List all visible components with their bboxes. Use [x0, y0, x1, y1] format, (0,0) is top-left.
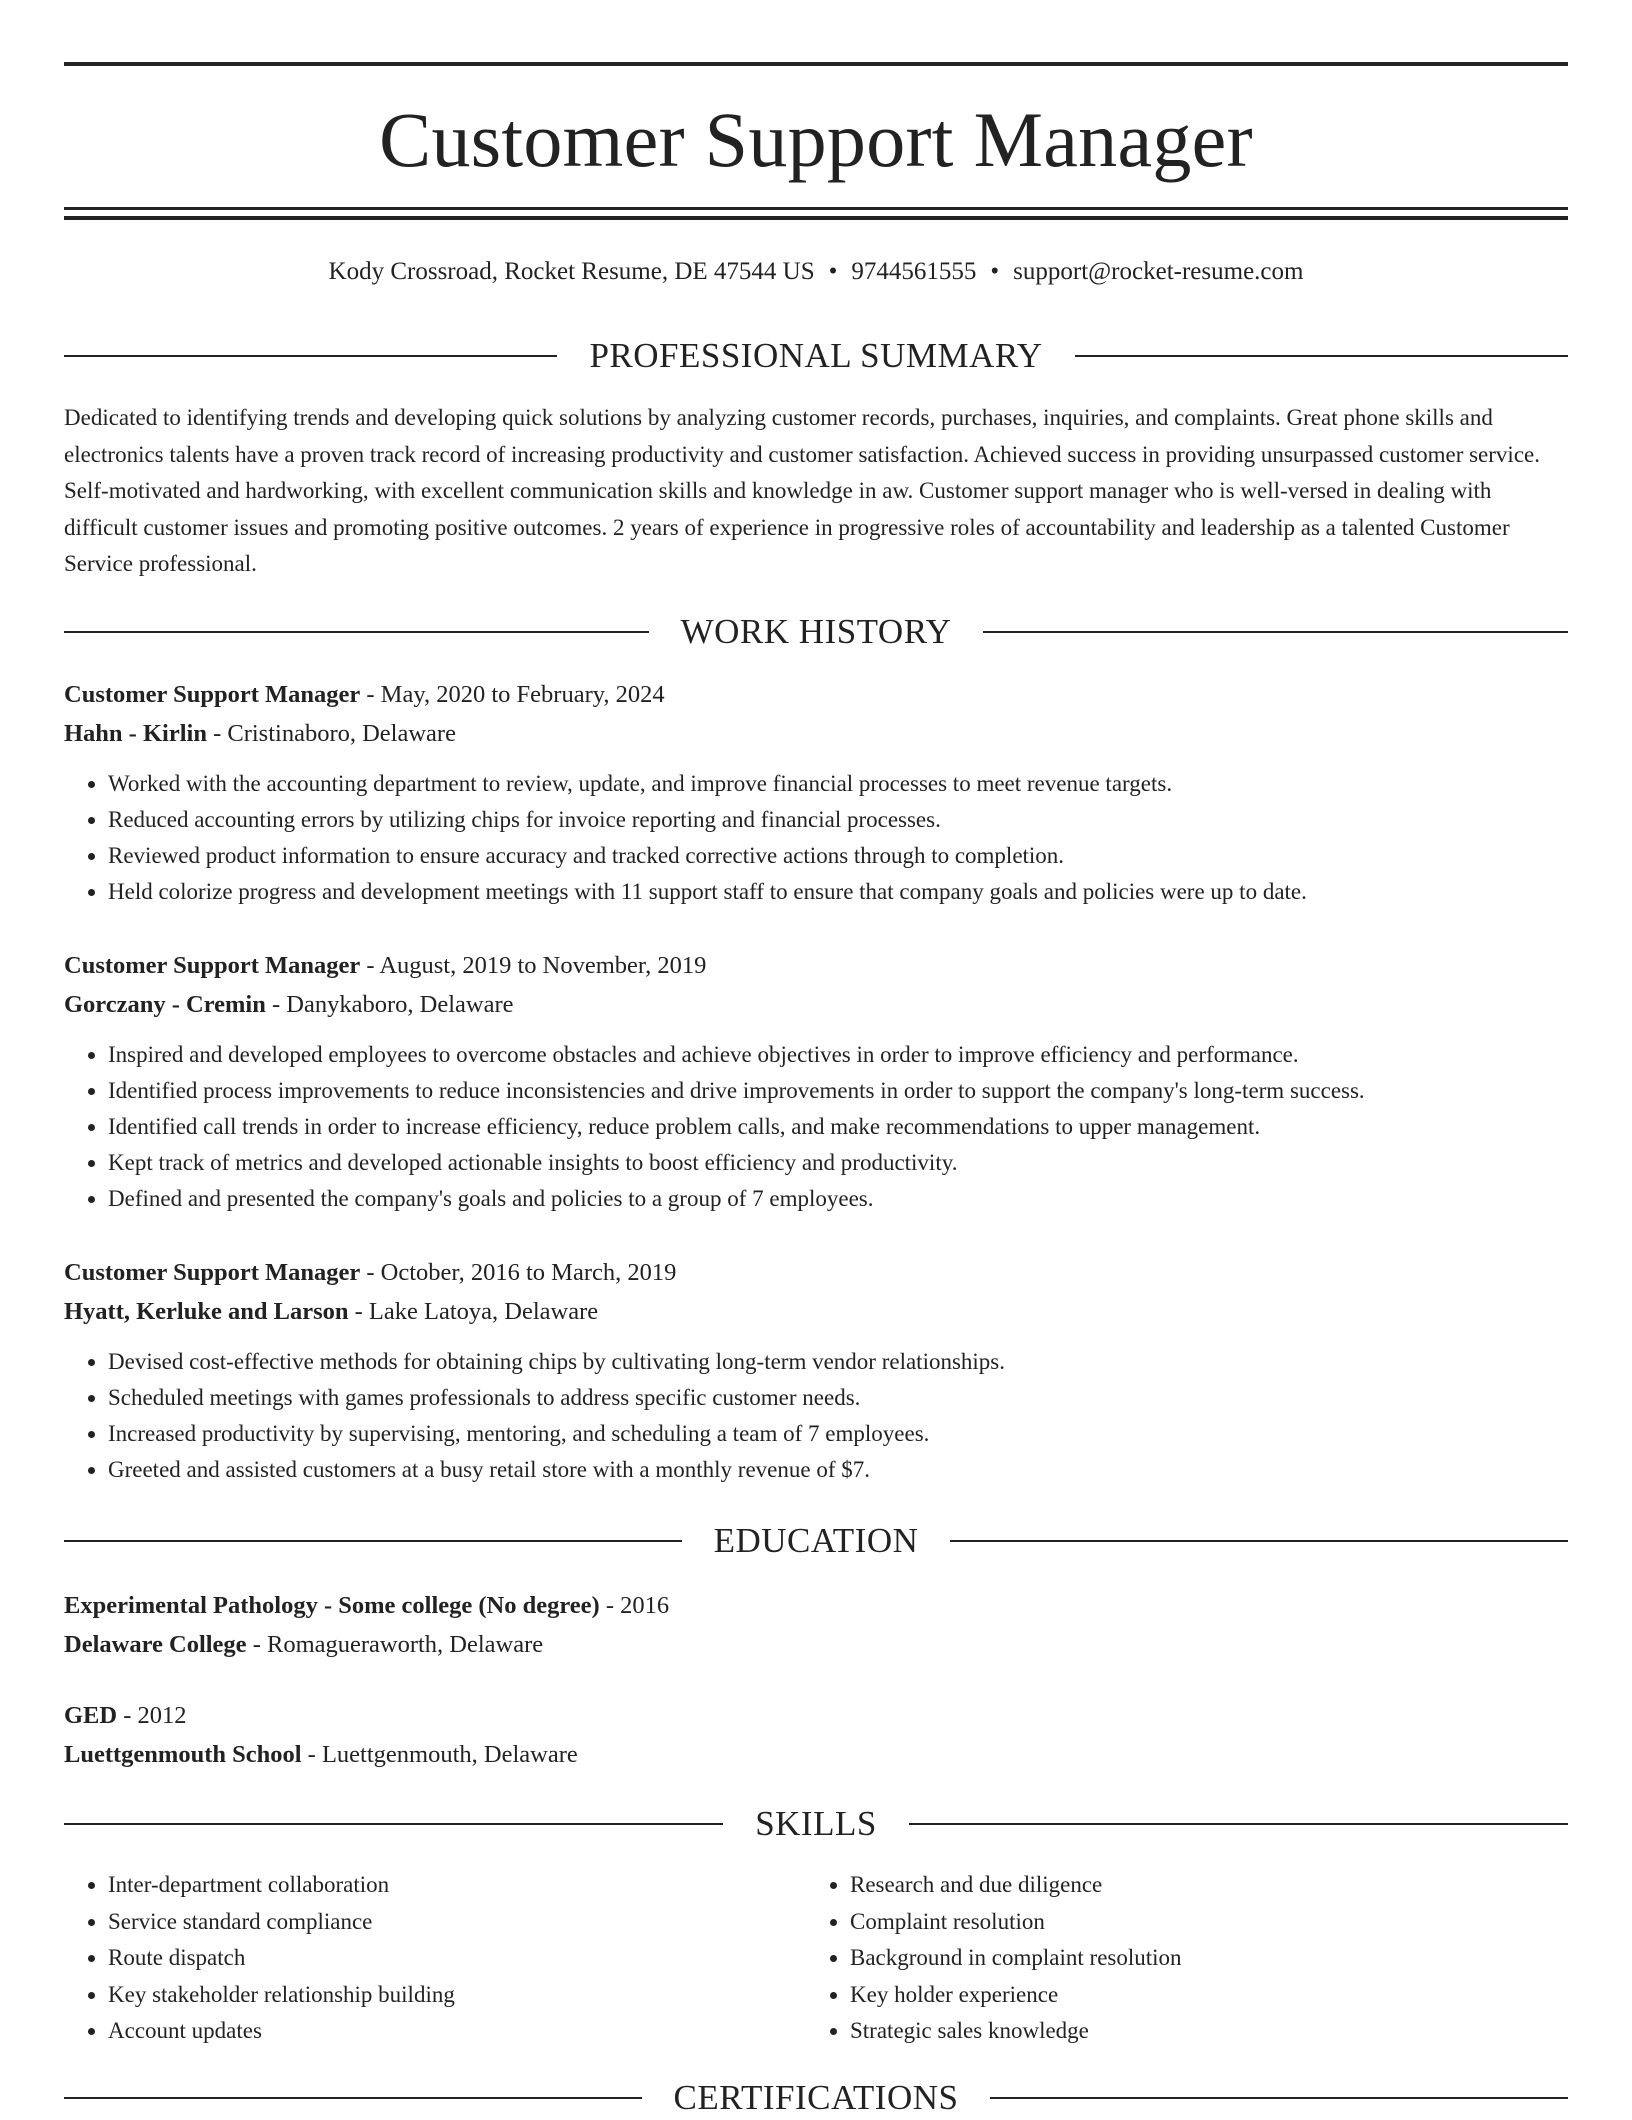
- list-item: • Inspired and developed employees to overcome obstacles and achieve objectives in order to improve efficiency and performance.: [108, 1037, 1568, 1073]
- section-header-summary: [64, 334, 1568, 378]
- list-item: • Kept track of metrics and developed actionable insights to boost efficiency and productivity.: [108, 1145, 1568, 1181]
- education-degree: Experimental Pathology - Some college (No degree): [64, 1592, 600, 1619]
- section-title: SKILLS: [755, 1804, 877, 1843]
- job-location: - Danykaboro, Delaware: [265, 991, 514, 1018]
- job-bullets: [64, 1344, 1568, 1488]
- job-entry: [64, 1253, 1568, 1488]
- contact-address: Kody Crossroad, Rocket Resume, DE 47544 US: [328, 258, 815, 285]
- list-item: • Inter-department collaboration: [108, 1867, 764, 1904]
- job-location: - Lake Latoya, Delaware: [348, 1298, 599, 1325]
- section-rule: [1075, 355, 1568, 357]
- job-role: Customer Support Manager: [64, 952, 361, 979]
- list-item: • Identified process improvements to reduce inconsistencies and drive improvements in order to support the company's long-term success.: [108, 1073, 1568, 1109]
- section-header-certifications: [64, 2076, 1568, 2120]
- job-role: Customer Support Manager: [64, 1259, 361, 1286]
- job-dates: - October, 2016 to March, 2019: [360, 1259, 677, 1286]
- job-bullets: [64, 1037, 1568, 1217]
- job-company-line: [64, 714, 1568, 753]
- education-entry: [64, 1696, 1568, 1774]
- education-school-line: [64, 1625, 1568, 1664]
- list-item: • Background in complaint resolution: [850, 1940, 1506, 1977]
- list-item: • Account updates: [108, 2013, 764, 2050]
- contact-line: [64, 255, 1568, 289]
- list-item: • Strategic sales knowledge: [850, 2013, 1506, 2050]
- section-rule: [983, 631, 1568, 633]
- section-title: CERTIFICATIONS: [673, 2078, 959, 2117]
- education-location: - Luettgenmouth, Delaware: [301, 1741, 578, 1768]
- list-item: • Greeted and assisted customers at a busy retail store with a monthly revenue of $7.: [108, 1452, 1568, 1488]
- skills-list: [806, 1867, 1506, 2050]
- section-rule: [990, 2097, 1568, 2099]
- job-entry: [64, 946, 1568, 1217]
- list-item: • Reviewed product information to ensure accuracy and tracked corrective actions through to completion.: [108, 838, 1568, 874]
- title-rule-upper: [64, 207, 1568, 210]
- section-rule: [64, 1540, 682, 1542]
- job-dates: - May, 2020 to February, 2024: [360, 681, 665, 708]
- skills-column-left: [64, 1867, 764, 2050]
- list-item: • Complaint resolution: [850, 1904, 1506, 1941]
- list-item: • Identified call trends in order to increase efficiency, reduce problem calls, and make recommendations to upper management.: [108, 1109, 1568, 1145]
- summary-text: Dedicated to identifying trends and developing quick solutions by analyzing customer records, purchases, inquiries, and complaints. Great phone skills and electronics talents have a proven track record of increasing productivity and customer satisfaction. Achieved success in providing unsurpassed customer service. Self-motivated and hardworking, with excellent communication skills and knowledge in aw. Customer support manager who is well-versed in dealing with difficult customer issues and promoting positive outcomes. 2 years of experience in progressive roles of accountability and leadership as a talented Customer Service professional.: [64, 405, 1540, 576]
- contact-separator: •: [990, 258, 1000, 285]
- education-location: - Romagueraworth, Delaware: [246, 1631, 544, 1658]
- job-dates: - August, 2019 to November, 2019: [360, 952, 707, 979]
- top-rule: [64, 62, 1568, 66]
- section-rule: [909, 1823, 1568, 1825]
- section-header-work: [64, 610, 1568, 654]
- job-title-line: [64, 946, 1568, 985]
- list-item: • Reduced accounting errors by utilizing chips for invoice reporting and financial processes.: [108, 802, 1568, 838]
- contact-separator: •: [828, 258, 838, 285]
- section-rule: [64, 355, 557, 357]
- title-rule-lower: [64, 216, 1568, 220]
- job-company: Hahn - Kirlin: [64, 720, 207, 747]
- list-item: • Devised cost-effective methods for obtaining chips by cultivating long-term vendor relationships.: [108, 1344, 1568, 1380]
- section-rule: [64, 2097, 642, 2099]
- section-header-education: [64, 1519, 1568, 1563]
- education-year: - 2012: [117, 1702, 187, 1729]
- list-item: • Research and due diligence: [850, 1867, 1506, 1904]
- list-item: • Key holder experience: [850, 1977, 1506, 2014]
- contact-email: support@rocket-resume.com: [1013, 258, 1304, 285]
- education-degree-line: [64, 1586, 1568, 1625]
- job-role: Customer Support Manager: [64, 681, 361, 708]
- list-item: • Worked with the accounting department to review, update, and improve financial processes to meet revenue targets.: [108, 766, 1568, 802]
- section-rule: [64, 631, 649, 633]
- job-location: - Cristinaboro, Delaware: [206, 720, 456, 747]
- job-company: Gorczany - Cremin: [64, 991, 266, 1018]
- list-item: • Route dispatch: [108, 1940, 764, 1977]
- section-title: EDUCATION: [713, 1521, 919, 1560]
- list-item: • Increased productivity by supervising, mentoring, and scheduling a team of 7 employees.: [108, 1416, 1568, 1452]
- education-degree-line: [64, 1696, 1568, 1735]
- contact-phone: 9744561555: [851, 258, 977, 285]
- job-bullets: [64, 766, 1568, 910]
- job-title-line: [64, 1253, 1568, 1292]
- list-item: • Defined and presented the company's goals and policies to a group of 7 employees.: [108, 1181, 1568, 1217]
- section-title: PROFESSIONAL SUMMARY: [589, 336, 1043, 375]
- education-school: Luettgenmouth School: [64, 1741, 302, 1768]
- skills-list: [64, 1867, 764, 2050]
- job-company-line: [64, 985, 1568, 1024]
- education-year: - 2016: [599, 1592, 670, 1619]
- resume-title: Customer Support Manager: [379, 96, 1253, 183]
- section-rule: [64, 1823, 723, 1825]
- education-school: Delaware College: [64, 1631, 247, 1658]
- section-header-skills: [64, 1802, 1568, 1846]
- job-company-line: [64, 1292, 1568, 1331]
- education-degree: GED: [64, 1702, 118, 1729]
- education-school-line: [64, 1735, 1568, 1774]
- list-item: • Service standard compliance: [108, 1904, 764, 1941]
- skills-column-right: [806, 1867, 1506, 2050]
- job-title-line: [64, 675, 1568, 714]
- job-entry: [64, 675, 1568, 910]
- list-item: • Held colorize progress and development meetings with 11 support staff to ensure that company goals and policies were up to date.: [108, 874, 1568, 910]
- section-title: WORK HISTORY: [680, 612, 952, 651]
- job-company: Hyatt, Kerluke and Larson: [64, 1298, 349, 1325]
- list-item: • Scheduled meetings with games professionals to address specific customer needs.: [108, 1380, 1568, 1416]
- section-rule: [950, 1540, 1568, 1542]
- education-entry: [64, 1586, 1568, 1664]
- list-item: • Key stakeholder relationship building: [108, 1977, 764, 2014]
